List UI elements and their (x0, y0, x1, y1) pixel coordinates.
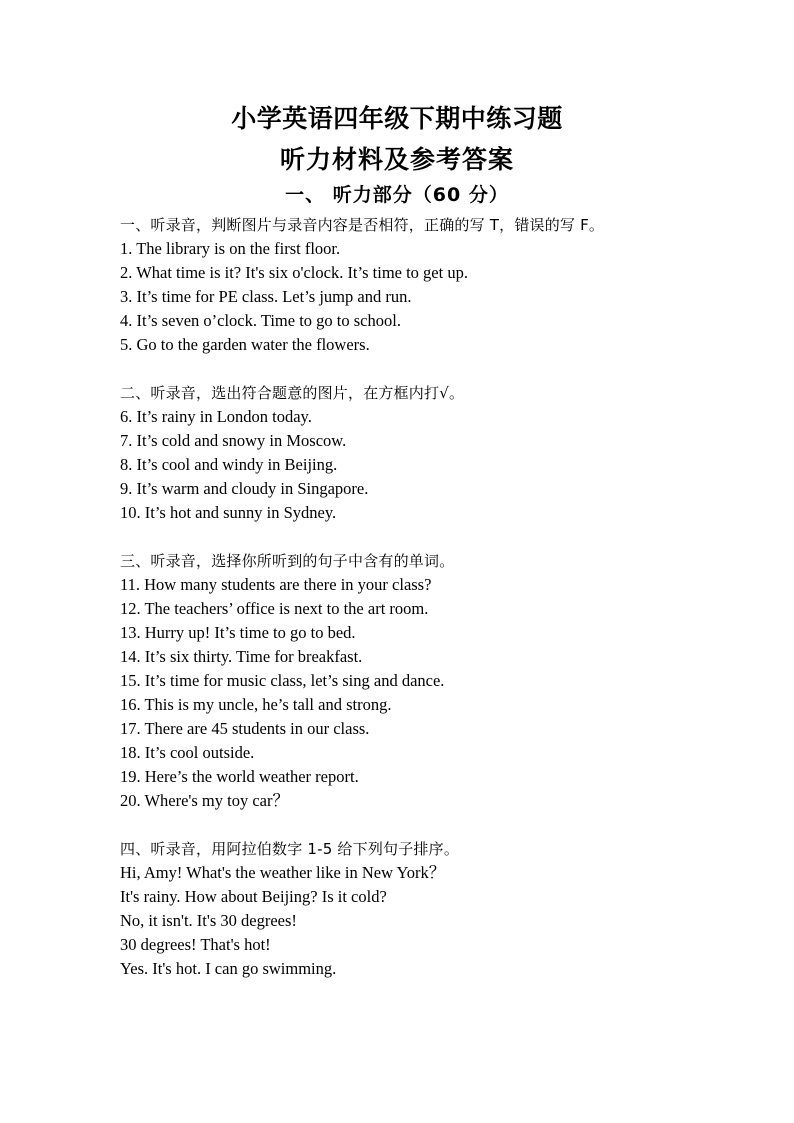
list-item: It's rainy. How about Beijing? Is it cold? (120, 887, 387, 906)
list-item: 8. It’s cool and windy in Beijing. (120, 455, 338, 474)
list-item: No, it isn't. It's 30 degrees! (120, 911, 297, 930)
list-item: 18. It’s cool outside. (120, 743, 255, 762)
list-item: 1. The library is on the first floor. (120, 239, 341, 258)
section-2 (120, 381, 680, 525)
list-item: 19. Here’s the world weather report. (120, 767, 359, 786)
list-item: 16. This is my uncle, he’s tall and strong. (120, 695, 392, 714)
document-title: 小学英语四年级下期中练习题 (231, 104, 563, 133)
section-heading: 三、听录音，选择你所听到的句子中含有的单词。 (120, 552, 455, 570)
list-item: 15. It’s time for music class, let’s sing and dance. (120, 671, 445, 690)
list-item: 5. Go to the garden water the flowers. (120, 335, 370, 354)
list-item: 20. Where's my toy car？ (120, 791, 289, 810)
list-item: 10. It’s hot and sunny in Sydney. (120, 503, 337, 522)
list-item: 13. Hurry up! It’s time to go to bed. (120, 623, 356, 642)
list-item: 17. There are 45 students in our class. (120, 719, 370, 738)
list-item: 30 degrees! That's hot! (120, 935, 271, 954)
section-4 (120, 837, 680, 981)
list-item: 11. How many students are there in your class? (120, 575, 432, 594)
section-heading: 四、听录音，用阿拉伯数字 1-5 给下列句子排序。 (120, 840, 460, 858)
document-content (120, 213, 680, 981)
list-item: Hi, Amy! What's the weather like in New York？ (120, 863, 446, 882)
list-item: 14. It’s six thirty. Time for breakfast. (120, 647, 363, 666)
list-item: 3. It’s time for PE class. Let’s jump and run. (120, 287, 412, 306)
list-item: 6. It’s rainy in London today. (120, 407, 312, 426)
part-title: 一、 听力部分（60 分） (285, 184, 509, 206)
document-subtitle: 听力材料及参考答案 (279, 145, 514, 174)
section-3 (120, 549, 680, 813)
list-item: 2. What time is it? It's six o'clock. It’s time to get up. (120, 263, 468, 282)
list-item: 9. It’s warm and cloudy in Singapore. (120, 479, 369, 498)
section-heading: 二、听录音，选出符合题意的图片，在方框内打√。 (120, 384, 465, 402)
list-item: Yes. It's hot. I can go swimming. (120, 959, 337, 978)
list-item: 12. The teachers’ office is next to the art room. (120, 599, 429, 618)
section-heading: 一、听录音，判断图片与录音内容是否相符，正确的写 T，错误的写 F。 (120, 216, 605, 234)
list-item: 7. It’s cold and snowy in Moscow. (120, 431, 347, 450)
list-item: 4. It’s seven o’clock. Time to go to school. (120, 311, 401, 330)
section-1 (120, 213, 680, 357)
